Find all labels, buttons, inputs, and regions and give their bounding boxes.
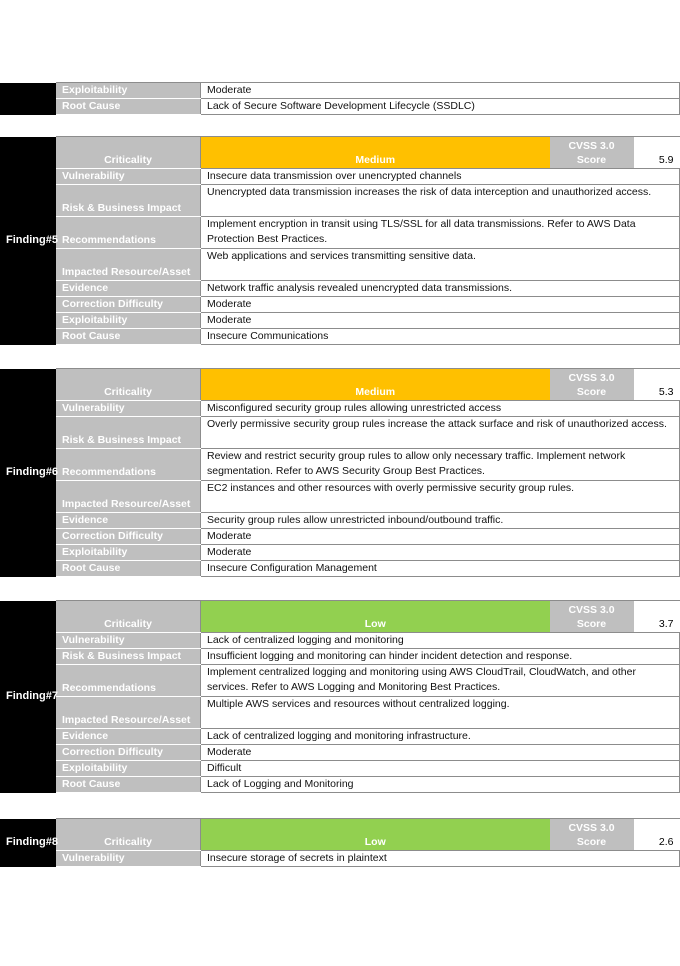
row-recommendations [0,217,680,249]
root-cause-label: Root Cause [56,99,201,115]
exploitability-label: Exploitability [56,313,201,329]
row-vulnerability [0,851,680,867]
impacted-value: Multiple AWS services and resources without centralized logging. [201,697,680,729]
risk-value: Unencrypted data transmission increases the risk of data interception and unauthorized access. [201,185,680,217]
exploitability-value: Moderate [201,83,680,99]
criticality-value: Medium [201,137,550,169]
finding-id: Finding#6 [0,369,56,577]
vulnerability-label: Vulnerability [56,401,201,417]
recommendations-label: Recommendations [56,665,201,697]
risk-value: Overly permissive security group rules increase the attack surface and risk of unauthorized access. [201,417,680,449]
row-exploitability [0,761,680,777]
recommendations-value: Implement centralized logging and monitoring using AWS CloudTrail, CloudWatch, and other services. Refer to AWS Logging and Monitoring Best Practices. [201,665,680,697]
row-vulnerability [0,401,680,417]
evidence-label: Evidence [56,513,201,529]
cvss-score-value: 3.7 [634,601,680,633]
finding-table [0,818,680,867]
risk-label: Risk & Business Impact [56,185,201,217]
cvss-score-value: 2.6 [634,819,680,851]
row-evidence [0,513,680,529]
row-root-cause [0,99,680,115]
recommendations-label: Recommendations [56,217,201,249]
risk-value: Insufficient logging and monitoring can hinder incident detection and response. [201,649,680,665]
row-impacted [0,249,680,281]
row-impacted [0,697,680,729]
exploitability-value: Difficult [201,761,680,777]
cvss-score-label: CVSS 3.0 Score [550,369,634,401]
finding-table [0,368,680,577]
criticality-row [0,601,680,633]
recommendations-value: Implement encryption in transit using TLS/SSL for all data transmissions. Refer to AWS Data Protection Best Practices. [201,217,680,249]
correction-label: Correction Difficulty [56,745,201,761]
vulnerability-value: Insecure storage of secrets in plaintext [201,851,680,867]
row-risk [0,185,680,217]
row-correction [0,529,680,545]
row-exploitability [0,313,680,329]
exploitability-label: Exploitability [56,83,201,99]
criticality-value: Medium [201,369,550,401]
risk-label: Risk & Business Impact [56,649,201,665]
exploitability-value: Moderate [201,313,680,329]
root-cause-value: Insecure Configuration Management [201,561,680,577]
finding-table [0,600,680,793]
row-exploitability [0,545,680,561]
root-cause-label: Root Cause [56,561,201,577]
finding-id [0,83,56,115]
row-recommendations [0,449,680,481]
row-root-cause [0,329,680,345]
root-cause-value: Lack of Logging and Monitoring [201,777,680,793]
impacted-value: Web applications and services transmitting sensitive data. [201,249,680,281]
vulnerability-label: Vulnerability [56,633,201,649]
criticality-label: Criticality [56,137,201,169]
evidence-value: Security group rules allow unrestricted inbound/outbound traffic. [201,513,680,529]
exploitability-value: Moderate [201,545,680,561]
evidence-value: Lack of centralized logging and monitoring infrastructure. [201,729,680,745]
correction-label: Correction Difficulty [56,529,201,545]
row-risk [0,417,680,449]
cvss-score-label: CVSS 3.0 Score [550,137,634,169]
cvss-score-label: CVSS 3.0 Score [550,601,634,633]
criticality-row [0,819,680,851]
cvss-score-label: CVSS 3.0 Score [550,819,634,851]
finding-id: Finding#8 [0,819,56,867]
impacted-label: Impacted Resource/Asset [56,481,201,513]
row-risk [0,649,680,665]
criticality-row [0,369,680,401]
correction-value: Moderate [201,529,680,545]
finding-table [0,136,680,345]
impacted-label: Impacted Resource/Asset [56,697,201,729]
impacted-value: EC2 instances and other resources with overly permissive security group rules. [201,481,680,513]
row-vulnerability [0,633,680,649]
finding-id: Finding#7 [0,601,56,793]
vulnerability-value: Insecure data transmission over unencrypted channels [201,169,680,185]
row-root-cause [0,561,680,577]
row-impacted [0,481,680,513]
criticality-value: Low [201,819,550,851]
evidence-label: Evidence [56,281,201,297]
recommendations-label: Recommendations [56,449,201,481]
evidence-label: Evidence [56,729,201,745]
impacted-label: Impacted Resource/Asset [56,249,201,281]
row-recommendations [0,665,680,697]
correction-value: Moderate [201,297,680,313]
row-root-cause [0,777,680,793]
cvss-score-value: 5.9 [634,137,680,169]
cvss-score-value: 5.3 [634,369,680,401]
row-correction [0,745,680,761]
recommendations-value: Review and restrict security group rules to allow only necessary traffic. Implement network segmentation. Refer to AWS Security Group Best Practices. [201,449,680,481]
row-exploitability [0,83,680,99]
correction-value: Moderate [201,745,680,761]
root-cause-label: Root Cause [56,329,201,345]
evidence-value: Network traffic analysis revealed unencrypted data transmissions. [201,281,680,297]
root-cause-value: Lack of Secure Software Development Lifecycle (SSDLC) [201,99,680,115]
criticality-label: Criticality [56,819,201,851]
row-evidence [0,729,680,745]
row-evidence [0,281,680,297]
finding-table [0,82,680,115]
vulnerability-value: Lack of centralized logging and monitoring [201,633,680,649]
vulnerability-value: Misconfigured security group rules allowing unrestricted access [201,401,680,417]
exploitability-label: Exploitability [56,761,201,777]
correction-label: Correction Difficulty [56,297,201,313]
root-cause-value: Insecure Communications [201,329,680,345]
exploitability-label: Exploitability [56,545,201,561]
row-vulnerability [0,169,680,185]
vulnerability-label: Vulnerability [56,169,201,185]
root-cause-label: Root Cause [56,777,201,793]
criticality-label: Criticality [56,601,201,633]
vulnerability-label: Vulnerability [56,851,201,867]
risk-label: Risk & Business Impact [56,417,201,449]
criticality-row [0,137,680,169]
finding-id: Finding#5 [0,137,56,345]
criticality-value: Low [201,601,550,633]
row-correction [0,297,680,313]
criticality-label: Criticality [56,369,201,401]
